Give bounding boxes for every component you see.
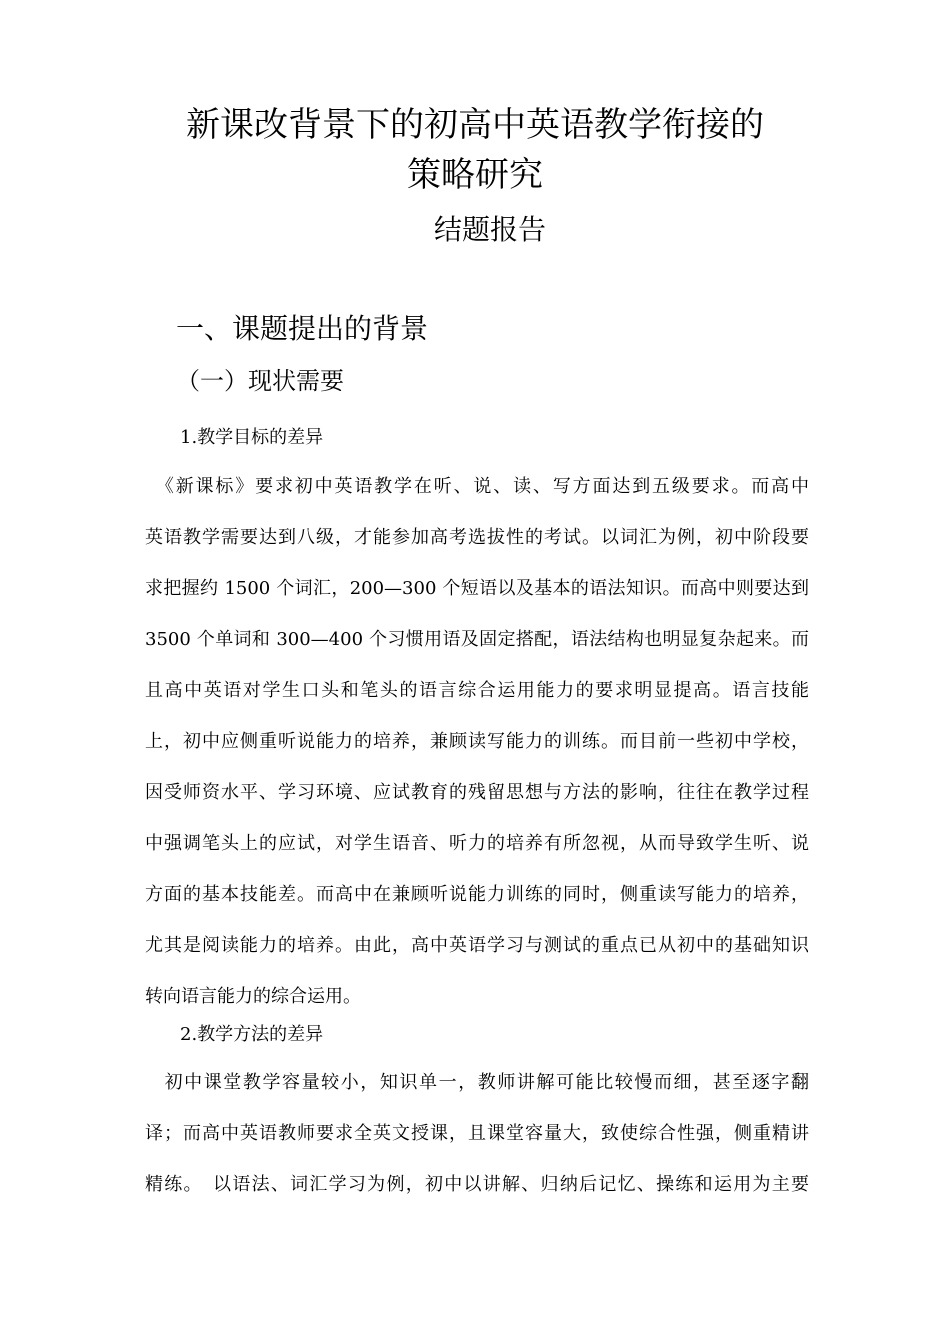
document-subtitle: 结题报告 bbox=[433, 213, 546, 246]
paragraph-teaching-goals bbox=[145, 472, 809, 1033]
paragraph-line: 译；而高中英语教师要求全英文授课，且课堂容量大，致使综合性强，侧重精讲 bbox=[145, 1123, 809, 1144]
paragraph-line: 3500 个单词和 300—400 个习惯用语及固定搭配，语法结构也明显复杂起来。而 bbox=[145, 629, 809, 650]
paragraph-line: 中强调笔头上的应试，对学生语音、听力的培养有所忽视，从而导致学生听、说 bbox=[145, 833, 809, 854]
paragraph-line: 因受师资水平、学习环境、应试教育的残留思想与方法的影响，往往在教学过程 bbox=[145, 782, 809, 803]
subsection-heading-current-needs: （一）现状需要 bbox=[176, 367, 344, 395]
paragraph-line: 尤其是阅读能力的培养。由此，高中英语学习与测试的重点已从初中的基础知识 bbox=[145, 935, 809, 956]
paragraph-line: 精练。 以语法、词汇学习为例，初中以讲解、归纳后记忆、操练和运用为主要 bbox=[145, 1174, 809, 1195]
paragraph-line: 转向语言能力的综合运用。 bbox=[145, 986, 361, 1007]
paragraph-line: 英语教学需要达到八级，才能参加高考选拔性的考试。以词汇为例，初中阶段要 bbox=[145, 527, 809, 548]
paragraph-line: 《新课标》要求初中英语教学在听、说、读、写方面达到五级要求。而高中 bbox=[145, 476, 809, 497]
paragraph-line: 且高中英语对学生口头和笔头的语言综合运用能力的要求明显提高。语言技能 bbox=[145, 680, 809, 701]
paragraph-line: 初中课堂教学容量较小，知识单一，教师讲解可能比较慢而细，甚至逐字翻 bbox=[145, 1072, 809, 1093]
paragraph-line: 求把握约 1500 个词汇，200—300 个短语以及基本的语法知识。而高中则要达到 bbox=[145, 578, 809, 599]
document-title-line-2: 策略研究 bbox=[407, 155, 543, 195]
section-heading-background: 一、课题提出的背景 bbox=[176, 312, 429, 345]
item-heading-teaching-methods: 2.教学方法的差异 bbox=[180, 1024, 324, 1045]
document-title-line-1: 新课改背景下的初高中英语教学衔接的 bbox=[186, 105, 764, 145]
item-heading-teaching-goals: 1.教学目标的差异 bbox=[180, 427, 324, 448]
paragraph-line: 方面的基本技能差。而高中在兼顾听说能力训练的同时，侧重读写能力的培养， bbox=[145, 884, 809, 905]
paragraph-line: 上，初中应侧重听说能力的培养，兼顾读写能力的训练。而目前一些初中学校， bbox=[145, 731, 809, 752]
paragraph-teaching-methods bbox=[145, 1068, 809, 1221]
